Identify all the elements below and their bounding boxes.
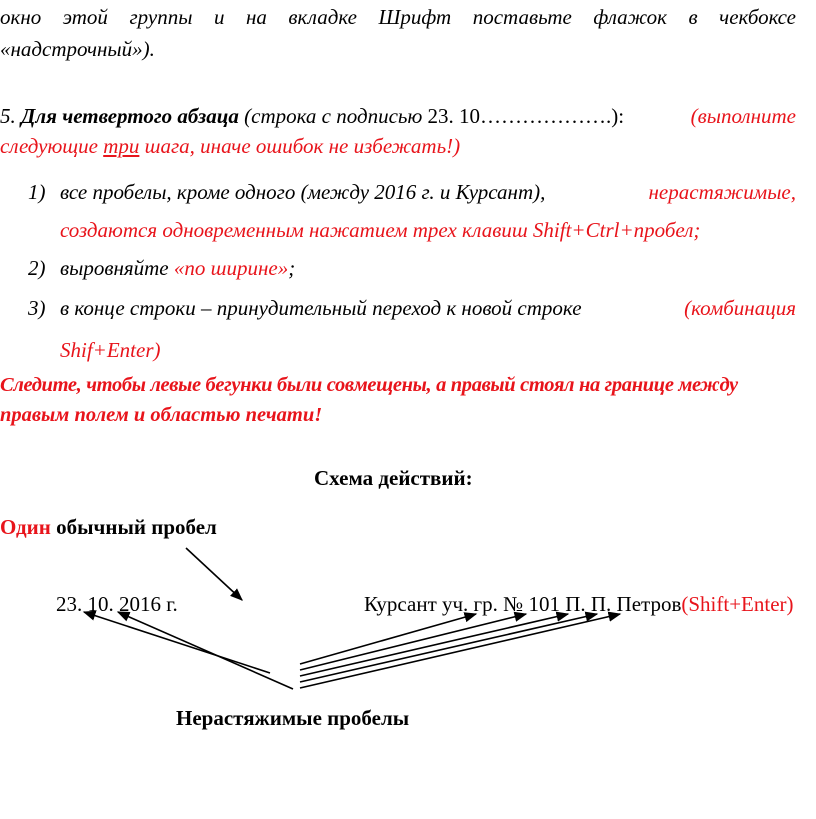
warning-line-1: Следите, чтобы левые бегунки были совмещены, а правый стоял на границе между [0, 374, 738, 396]
step-2-text: выровняйте [60, 256, 169, 280]
regular-space-one: Один [0, 515, 51, 539]
step-3-line-2: Shif+Enter) [60, 338, 161, 362]
step-2-end: ; [288, 256, 296, 280]
step-3-number: 3) [28, 296, 46, 320]
warning-line-2: правым полем и областью печати! [0, 404, 323, 426]
step-3-text: в конце строки – принудительный переход к новой строке [60, 296, 582, 320]
para5-red-underlined: три [103, 134, 140, 158]
step-1-red: нерастяжимые, [648, 180, 796, 204]
step-1-number: 1) [28, 180, 46, 204]
top-line-2: «надстрочный»). [0, 37, 155, 61]
para5-red-2a: следующие [0, 134, 98, 158]
step-2-number: 2) [28, 256, 46, 280]
step-1-keys: Shift+Ctrl+пробел; [532, 218, 701, 242]
arrow-regular-space [186, 548, 242, 600]
step-1-text: все пробелы, кроме одного (между 2016 г. и Курсант), [60, 180, 546, 204]
arrow-nbsp-date-2 [118, 612, 293, 689]
para5-close: ): [611, 104, 625, 128]
para5-caption: (строка с подписью [244, 104, 423, 128]
example-date: 23. 10. 2016 г. [56, 592, 178, 616]
scheme-title: Схема действий: [314, 466, 473, 490]
top-line-1: окно этой группы и на вкладке Шрифт поставьте флажок в чекбоксе [0, 5, 796, 29]
arrow-nbsp-sig-4 [300, 614, 597, 682]
arrow-nbsp-sig-1 [300, 614, 476, 664]
arrow-nbsp-date-1 [84, 612, 270, 673]
nbsp-label: Нерастяжимые пробелы [176, 706, 410, 730]
para5-red-1: (выполните [690, 104, 796, 128]
step-1-line-2-text: создаются одновременным нажатием трех клавиш [60, 218, 528, 242]
para5-title: Для четвертого абзаца [21, 104, 239, 128]
example-signature-text: Курсант уч. гр. № 101 П. П. Петров [364, 592, 682, 616]
para5-number: 5. [0, 104, 16, 128]
step-3-red: (комбинация [684, 296, 796, 320]
step-2-red: «по ширине» [173, 256, 289, 280]
regular-space-rest: обычный пробел [56, 515, 217, 539]
arrow-nbsp-sig-3 [300, 614, 568, 676]
para5-red-2b: шага, иначе ошибок не избежать!) [144, 134, 461, 158]
example-shift-enter: (Shift+Enter) [681, 592, 794, 616]
para5-caption-code: 23. 10………………. [427, 104, 612, 128]
